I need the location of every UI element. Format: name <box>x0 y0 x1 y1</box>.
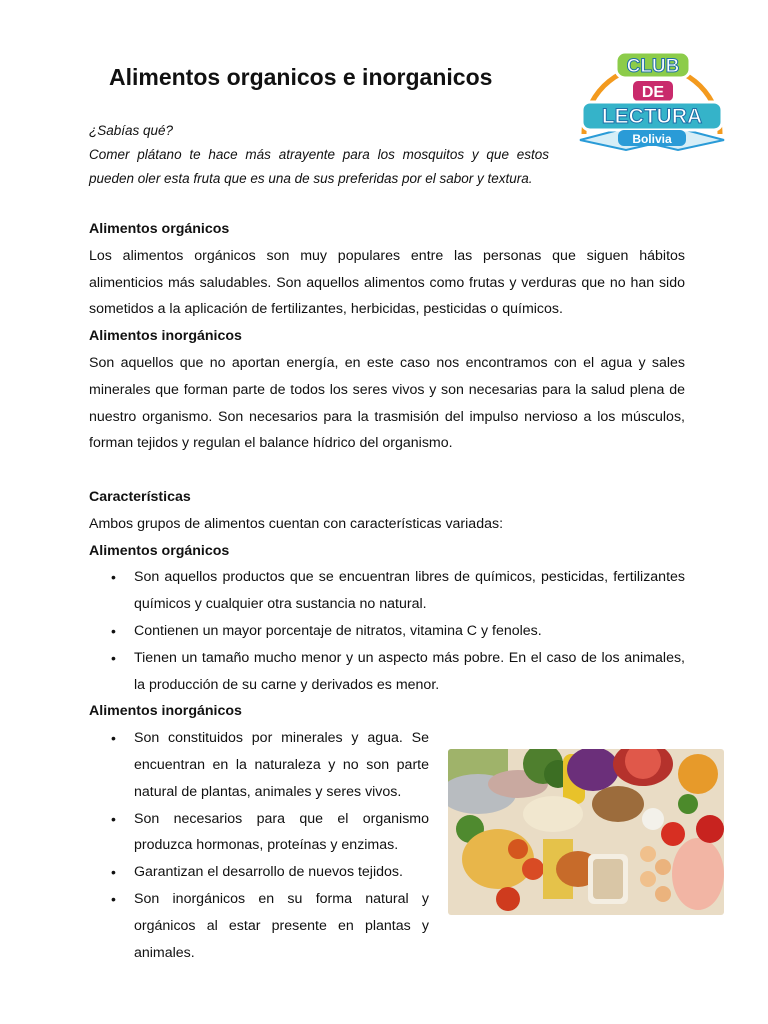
inorganicos-list <box>89 725 429 966</box>
organicos-list <box>89 564 685 698</box>
inorganicos-text: Son aquellos que no aportan energía, en este caso nos encontramos con el agua y sales minerales que forman parte de todos los seres vivos y son necesarias para la salud plena de nuestro organismo. Son necesarios para la trasmisión del impulso nervioso a los músculos, forman tejidos y regulan el balance hídrico del organismo. <box>89 354 685 452</box>
organicos-list-heading: Alimentos orgánicos <box>89 542 230 559</box>
club-de-lectura-logo <box>566 22 738 162</box>
organicos-heading: Alimentos orgánicos <box>89 221 230 237</box>
page-title: Alimentos organicos e inorganicos <box>109 64 493 90</box>
logo-text-club: CLUB <box>626 56 680 77</box>
bullet-icon: • <box>111 890 116 907</box>
list-item-text: Son inorgánicos en su forma natural y orgánicos al estar presente en plantas y animales. <box>134 890 429 961</box>
inorganicos-heading: Alimentos inorgánicos <box>89 328 242 345</box>
list-item-text: Tienen un tamaño mucho menor y un aspecto más pobre. En el caso de los animales, la producción de su carne y derivados es menor. <box>134 649 685 693</box>
logo-text-lectura: LECTURA <box>601 105 703 128</box>
bullet-icon: • <box>111 622 116 639</box>
list-item <box>89 859 429 886</box>
definitions-section <box>89 216 685 457</box>
bullet-icon: • <box>111 810 116 827</box>
list-item-text: Garantizan el desarrollo de nuevos tejidos. <box>134 864 403 881</box>
organicos-text: Los alimentos orgánicos son muy populares entre las personas que siguen hábitos alimenticios más saludables. Son aquellos alimentos como frutas y verduras que no han sido sometidos a la aplicación de fertilizantes, herbicidas, pesticidas o químicos. <box>89 247 685 318</box>
caracteristicas-heading: Características <box>89 489 191 505</box>
food-photo <box>448 749 724 915</box>
list-item <box>89 806 429 860</box>
list-item-text: Son aquellos productos que se encuentran libres de químicos, pesticidas, fertilizantes químicos y cualquier otra sustancia no natural. <box>134 569 685 613</box>
list-item <box>89 645 685 699</box>
sabias-que-box <box>89 119 549 191</box>
sabias-text: Comer plátano te hace más atrayente para los mosquitos y que estos pueden oler esta fruta que es una de sus preferidas por el sabor y textura. <box>89 147 549 186</box>
caracteristicas-intro: Ambos grupos de alimentos cuentan con características variadas: <box>89 515 504 532</box>
list-item-text: Son constituidos por minerales y agua. Se encuentran en la naturaleza y no son parte natural de plantas, animales y seres vivos. <box>134 730 429 800</box>
sabias-heading: ¿Sabías qué? <box>89 123 174 138</box>
bullet-icon: • <box>111 730 116 747</box>
list-item-text: Son necesarios para que el organismo produzca hormonas, proteínas y enzimas. <box>134 810 429 854</box>
inorganicos-list-heading: Alimentos inorgánicos <box>89 703 242 720</box>
bullet-icon: • <box>111 864 116 881</box>
logo-text-de: DE <box>641 84 665 101</box>
list-item-text: Contienen un mayor porcentaje de nitratos, vitamina C y fenoles. <box>134 622 542 639</box>
list-item <box>89 564 685 618</box>
logo-text-bolivia: Bolivia <box>632 132 672 146</box>
list-item <box>89 886 429 966</box>
bullet-icon: • <box>111 569 116 586</box>
list-item <box>89 725 429 805</box>
list-item <box>89 618 685 645</box>
bullet-icon: • <box>111 649 116 666</box>
